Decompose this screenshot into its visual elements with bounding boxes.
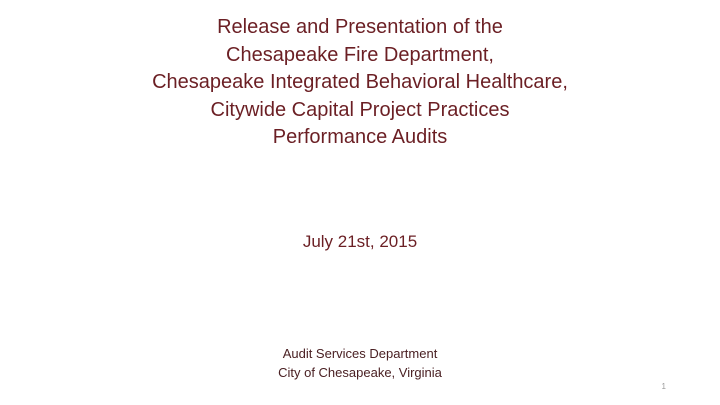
- slide-title: [0, 14, 720, 152]
- title-line-3: Chesapeake Integrated Behavioral Healthcare,: [152, 71, 568, 93]
- presentation-date: July 21st, 2015: [302, 232, 418, 251]
- organization-info: [0, 344, 720, 382]
- title-line-2: Chesapeake Fire Department,: [226, 43, 494, 66]
- department-name: Audit Services Department: [282, 346, 438, 361]
- title-line-4: Citywide Capital Project Practices: [210, 98, 510, 121]
- city-name: City of Chesapeake, Virginia: [278, 365, 442, 380]
- title-line-5: Performance Audits: [272, 126, 448, 148]
- title-line-1: Release and Presentation of the: [217, 16, 503, 38]
- page-number: 1: [661, 382, 666, 391]
